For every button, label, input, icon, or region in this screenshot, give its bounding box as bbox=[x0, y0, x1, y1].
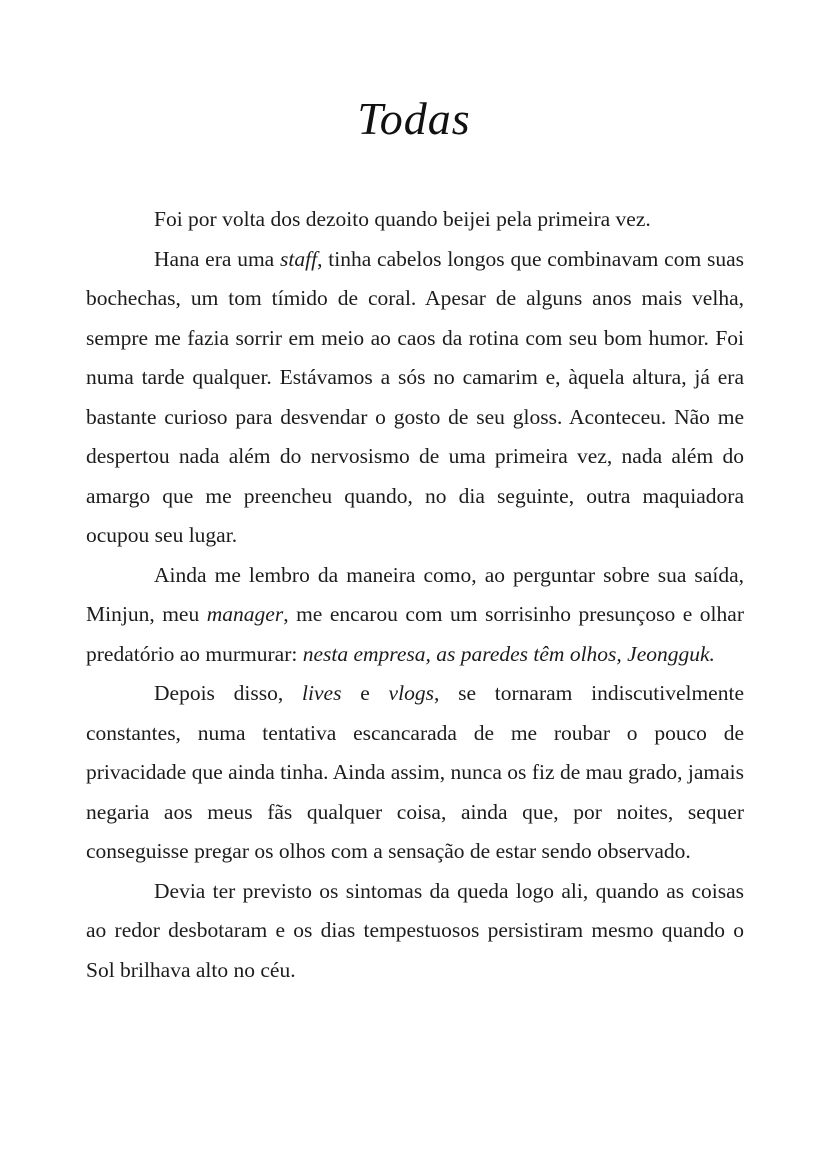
paragraph-2 bbox=[86, 240, 744, 556]
text-segment: Depois disso, bbox=[154, 681, 303, 705]
text-segment: , me encarou com um sorrisinho presunçoso e olhar predatório ao murmurar: bbox=[86, 602, 744, 666]
paragraph-4 bbox=[86, 674, 744, 872]
paragraph-1 bbox=[86, 200, 744, 240]
italic-term: manager bbox=[206, 602, 284, 626]
paragraph-5 bbox=[86, 872, 744, 991]
italic-quote: nesta empresa, as paredes têm olhos, Jeongguk. bbox=[302, 641, 715, 666]
text-segment: Devia ter previsto os sintomas da queda logo ali, quando as coisas ao redor desbotaram e os dias tempestuosos persistiram mesmo quando o Sol brilhava alto no céu. bbox=[86, 878, 744, 982]
text-segment: Ainda me lembro da maneira como, ao perguntar sobre sua saída, Minjun, meu bbox=[86, 562, 744, 626]
text-segment: , tinha cabelos longos que combinavam com suas bochechas, um tom tímido de coral. Apesar de alguns anos mais velha, sempre me fazia sorrir em meio ao caos da rotina com seu bom humor. Foi numa tarde qualquer. Estávamos a sós no camarim e, àquela altura, já era bastante curioso para desvendar o gosto de seu gloss. Aconteceu. Não me despertou nada além do nervosismo de uma primeira vez, nada além do amargo que me preencheu quando, no dia seguinte, outra maquiadora ocupou seu lugar. bbox=[86, 246, 744, 547]
italic-term: lives bbox=[302, 681, 342, 705]
italic-term: staff bbox=[280, 246, 318, 271]
text-segment: Foi por volta dos dezoito quando beijei pela primeira vez. bbox=[154, 207, 651, 231]
text-segment: Hana era uma bbox=[154, 246, 281, 271]
text-segment: e bbox=[341, 681, 389, 705]
chapter-body bbox=[86, 200, 744, 990]
paragraph-3 bbox=[86, 556, 744, 675]
italic-term: vlogs bbox=[388, 681, 434, 705]
text-segment: , se tornaram indiscutivelmente constantes, numa tentativa escancarada de me roubar o pouco de privacidade que ainda tinha. Ainda assim, nunca os fiz de mau grado, jamais negaria aos meus fãs qualquer coisa, ainda que, por noites, sequer conseguisse pregar os olhos com a sensação de estar sendo observado. bbox=[86, 681, 744, 863]
chapter-title: Todas bbox=[357, 93, 471, 144]
